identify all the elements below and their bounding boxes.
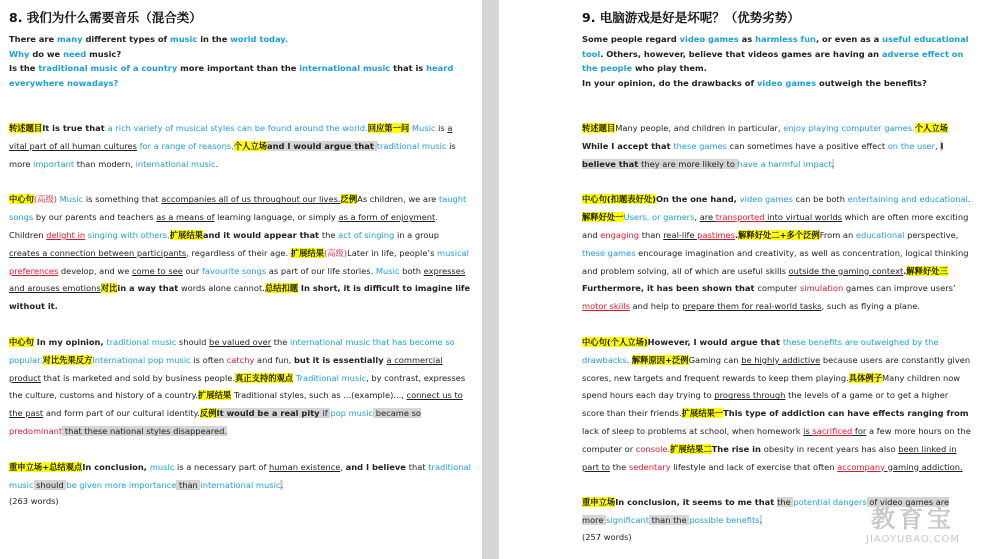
annotation-label: 回应第一问: [367, 123, 410, 133]
text-run: these games: [582, 247, 636, 258]
text-run: should: [176, 336, 210, 347]
text-run: do we: [29, 48, 64, 59]
text-run: are: [699, 212, 716, 223]
text-run: .: [280, 479, 284, 490]
text-run: , such as flying a plane.: [821, 301, 920, 312]
text-run: come to see: [131, 265, 183, 276]
text-run: video games: [679, 34, 739, 44]
text-run: the levels of a game or to get a higher score than their friends.: [582, 390, 949, 419]
text-run: that: [408, 461, 429, 472]
text-run: Some people regard: [582, 34, 680, 44]
text-run: both: [399, 265, 424, 276]
text-run: In my opinion,: [33, 336, 107, 347]
text-run: have a harmful impact: [737, 158, 832, 169]
text-run: be valued over: [209, 336, 272, 347]
annotation-label: 重申立场: [582, 497, 616, 508]
text-run: harmless fun: [755, 34, 816, 44]
text-run: progress through: [714, 390, 786, 401]
annotation-label: 具体例子: [848, 372, 882, 383]
text-run: musical: [437, 247, 469, 258]
text-run: sedentary: [628, 461, 671, 472]
text-run: Furthermore, it has been shown that: [582, 283, 758, 294]
word-count: (263 words): [9, 496, 59, 507]
text-run: sacrificed: [812, 425, 853, 436]
essay-title: 9. 电脑游戏是好是坏呢？（优势劣势）: [582, 10, 800, 25]
left-page: [0, 0, 482, 559]
text-run: Music: [375, 265, 400, 276]
question-block: [582, 32, 972, 90]
text-run: by our parents and teachers: [33, 212, 157, 223]
text-run: who play them.: [632, 63, 707, 73]
text-run: the: [777, 497, 794, 508]
text-run: .: [903, 265, 907, 276]
text-run: than: [639, 229, 664, 240]
text-run: and help to: [629, 301, 683, 312]
text-run: simulation: [799, 283, 844, 294]
text-run: (高级): [33, 194, 57, 205]
watermark-domain: JIAOYUBAO.COM: [866, 534, 960, 545]
text-run: useful educational tool: [582, 34, 969, 59]
question-line: [9, 32, 472, 47]
body-paragraph-2: [582, 334, 972, 476]
text-run: these games: [673, 140, 727, 151]
text-run: encourage imagination and creativity, as well as concentration, logical thinking and problem solving, all of which are useful skills: [582, 247, 969, 276]
annotation-label: 反例: [199, 408, 217, 419]
essay-title: 8. 我们为什么需要音乐（混合类）: [9, 10, 202, 25]
text-run: Why: [9, 48, 30, 59]
text-run: prepare them for real-world tasks: [682, 301, 822, 312]
text-run: world today.: [230, 34, 289, 44]
text-run: catchy: [226, 354, 255, 365]
text-run: However, I would argue that: [647, 336, 783, 347]
text-run: lack of sleep to problems at school, when homework: [582, 425, 804, 436]
text-run: of video games are more: [582, 497, 950, 526]
text-run: , or even as a: [815, 34, 883, 44]
text-run: can sometimes have a positive effect: [726, 140, 888, 151]
text-run: video games: [756, 77, 817, 88]
text-run: is often: [190, 354, 227, 365]
text-run: International pop music: [92, 354, 191, 365]
annotation-label: 解释好处一: [582, 212, 624, 223]
body-paragraph-2: [9, 334, 472, 441]
text-run: .: [215, 158, 219, 169]
text-run: is: [435, 123, 448, 133]
text-run: singing with others: [87, 229, 168, 240]
text-run: ,: [340, 461, 346, 472]
text-run: develop, and we: [58, 265, 132, 276]
text-run: There are: [9, 34, 58, 44]
annotation-label: 真正支持的观点: [235, 372, 294, 383]
text-run: gaming addiction.: [885, 461, 963, 472]
question-line: [9, 47, 472, 62]
text-run: in the: [197, 34, 231, 44]
text-run: Music: [409, 123, 436, 133]
text-run: that is: [390, 63, 427, 73]
text-run: into virtual worlds: [764, 212, 842, 223]
body-paragraph-1: [582, 191, 972, 316]
text-run: accompany: [837, 461, 886, 472]
text-run: than: [176, 479, 201, 490]
question-block: [9, 32, 472, 90]
text-run: .: [967, 194, 971, 205]
text-run: a commercial product: [9, 354, 443, 383]
text-run: human existence: [269, 461, 341, 472]
text-run: in a way that: [117, 283, 179, 294]
text-run: lifestyle and lack of exercise that often: [670, 461, 838, 472]
watermark-logo-text: 教育宝: [871, 505, 956, 533]
text-run: . Others, however, believe that videos games are having an: [600, 48, 882, 59]
text-run: many: [57, 34, 83, 44]
text-run: international music: [200, 479, 281, 490]
text-run: heard everywhere nowadays?: [9, 63, 454, 88]
annotation-label: 泛例: [340, 194, 358, 205]
text-run: In conclusion, it seems to me that: [615, 497, 778, 508]
text-run: be highly addictive: [741, 354, 821, 365]
text-run: is: [803, 425, 813, 436]
annotation-label: 扩展结果: [290, 247, 324, 258]
text-run: international music: [135, 158, 216, 169]
text-run: and fun,: [254, 354, 294, 365]
text-run: and I would argue that: [267, 140, 377, 151]
text-run: in a group: [394, 229, 439, 240]
text-run: games can improve users’: [843, 283, 956, 294]
text-run: accompanies all of us throughout our lives.: [161, 194, 341, 205]
text-run: predominant: [9, 425, 63, 436]
text-run: traditional music: [9, 461, 471, 490]
annotation-label: 解释好处二+多个泛例: [738, 229, 820, 240]
text-run: the: [271, 336, 291, 347]
text-run: Users, or gamers: [623, 212, 695, 223]
text-run: is a necessary part of: [174, 461, 270, 472]
text-run: This type of addiction can have effects ranging from: [723, 408, 969, 419]
text-run: , by contrast, expresses the culture, customs and history of a country.: [9, 372, 466, 401]
text-run: been linked in part to: [582, 443, 957, 472]
text-run: ,: [694, 212, 700, 223]
text-run: which are often more exciting and: [582, 212, 969, 240]
text-run: the: [609, 461, 629, 472]
text-run: and I believe: [345, 461, 409, 472]
text-run: The rise in: [711, 443, 764, 454]
text-run: as a form of enjoyment: [338, 212, 436, 223]
intro-paragraph: [582, 120, 972, 173]
text-run: delight in: [46, 229, 86, 240]
page-gap: [482, 0, 499, 559]
text-run: the: [321, 229, 339, 240]
annotation-label: 扩展结果一: [681, 408, 724, 419]
text-run: traditional music of a country: [38, 63, 178, 73]
annotation-label: 扩展结果二: [670, 443, 712, 454]
text-run: It would be a real pity: [216, 408, 323, 419]
text-run: entertaining and educational: [847, 194, 968, 205]
text-run: transported: [715, 212, 765, 223]
text-run: than modern,: [74, 158, 136, 169]
text-run: motor skills: [582, 301, 630, 312]
annotation-label: 扩展结果: [197, 390, 232, 401]
text-run: as: [738, 34, 756, 44]
text-run: learning language, or simply: [214, 212, 339, 223]
text-run: obesity in recent years has also: [763, 443, 899, 454]
text-run: music: [170, 34, 198, 44]
text-run: a vital part of all human cultures: [9, 123, 453, 151]
text-run: . Children: [9, 212, 438, 240]
text-run: ,: [167, 229, 170, 240]
text-run: different types of: [82, 34, 171, 44]
text-run: because users are constantly given scores, new targets and frequent rewards to keep them playing.: [582, 354, 971, 383]
text-run: Is the: [9, 63, 39, 73]
question-line: [582, 76, 972, 91]
text-run: Music: [56, 194, 84, 205]
text-run: and form part of our cultural identity.: [43, 408, 200, 419]
text-run: console.: [635, 443, 671, 454]
annotation-label: 中心句: [9, 336, 34, 347]
question-line: [582, 32, 972, 76]
text-run: .: [626, 354, 632, 365]
text-run: While I accept that: [582, 140, 674, 151]
text-run: can be both: [792, 194, 848, 205]
text-run: Traditional styles, such as ...(example)...,: [231, 390, 407, 401]
text-run: pastimes: [697, 229, 735, 240]
text-run: if: [322, 408, 331, 419]
text-run: but it is essentially: [293, 354, 387, 365]
text-run: international music that has become so popular.: [9, 336, 455, 365]
text-run: taught songs: [9, 194, 467, 223]
body-paragraph-1: [9, 191, 472, 316]
annotation-label: 对比: [100, 283, 118, 294]
text-run: outweigh the benefits?: [816, 77, 927, 88]
text-run: real-life: [663, 229, 698, 240]
text-run: perspective,: [904, 229, 959, 240]
text-run: enjoy playing computer games: [783, 123, 913, 133]
text-run: Gaming can: [688, 354, 742, 365]
text-run: expresses and arouses emotions: [9, 265, 466, 294]
text-run: need: [63, 48, 87, 59]
text-run: Traditional music: [293, 372, 367, 383]
text-run: is something that: [83, 194, 162, 205]
text-run: is more: [9, 140, 456, 169]
text-run: than the: [648, 515, 690, 526]
annotation-label: 解释好处三: [906, 265, 948, 276]
annotation-label: 扩展结果: [169, 229, 203, 240]
annotation-label: 总结扣题: [264, 283, 299, 294]
text-run: Many people, and children in particular,: [615, 123, 784, 133]
text-run: favourite songs: [201, 265, 267, 276]
text-run: As children, we are: [357, 194, 439, 205]
annotation-label: 个人立场: [914, 123, 948, 133]
text-run: preferences: [9, 265, 59, 276]
question-line: [9, 61, 472, 90]
text-run: outside the gaming context: [788, 265, 904, 276]
text-run: .: [912, 123, 915, 133]
text-run: as a means of: [156, 212, 215, 223]
annotation-label: 个人立场: [233, 140, 268, 151]
text-run: I believe that: [582, 140, 944, 169]
text-run: music: [149, 461, 175, 472]
text-run: .: [759, 515, 763, 526]
text-run: these benefits are outweighed by the drawbacks: [582, 336, 939, 365]
text-run: act of singing: [338, 229, 395, 240]
text-run: ,: [231, 140, 234, 151]
text-run: a few more hours on the computer or: [582, 425, 971, 454]
conclusion-paragraph: [9, 459, 472, 495]
text-run: , regardless of their age.: [186, 247, 291, 258]
text-run: computer: [757, 283, 800, 294]
text-run: be given more importance: [66, 479, 177, 490]
text-run: pop music: [330, 408, 374, 419]
text-run: significant: [606, 515, 649, 526]
text-run: as part of our life stories.: [266, 265, 376, 276]
word-count: (257 words): [582, 531, 632, 542]
text-run: educational: [855, 229, 905, 240]
text-run: should: [33, 479, 67, 490]
text-run: and it would appear that: [202, 229, 322, 240]
annotation-label: 对比先果反方: [42, 354, 93, 365]
text-run: creates a connection between participants: [9, 247, 187, 258]
text-run: that is marketed and sold by business people.: [40, 372, 235, 383]
text-run: ,: [935, 140, 941, 151]
right-page: [499, 0, 988, 559]
annotation-label: 重申立场+总结观点: [9, 461, 83, 472]
text-run: for a range of reasons: [139, 140, 232, 151]
text-run: traditional music: [106, 336, 177, 347]
text-run: our: [182, 265, 202, 276]
text-run: became so: [373, 408, 422, 419]
text-run: On the one hand,: [655, 194, 740, 205]
text-run: (高级): [324, 247, 348, 258]
text-run: words alone cannot.: [178, 283, 265, 294]
text-run: for: [852, 425, 867, 436]
text-run: potential dangers: [793, 497, 867, 508]
text-run: on the user: [887, 140, 936, 151]
text-run: music?: [86, 48, 122, 59]
annotation-label: 中心句(个人立场): [582, 336, 648, 347]
text-run: engaging: [600, 229, 640, 240]
text-run: Later in life, people’s: [347, 247, 438, 258]
text-run: adverse effect on the people: [582, 48, 964, 73]
text-run: In your opinion, do the drawbacks of: [582, 77, 757, 88]
text-run: .: [831, 158, 835, 169]
intro-paragraph: [9, 120, 472, 173]
text-run: important: [33, 158, 75, 169]
text-run: that these national styles disappeared.: [62, 425, 228, 436]
watermark-logo: [866, 499, 960, 545]
text-run: In conclusion,: [82, 461, 150, 472]
text-run: a rich variety of musical styles can be found around the world.: [107, 123, 368, 133]
annotation-label: 转述题目: [9, 123, 43, 133]
text-run: connect us to the past: [9, 390, 463, 419]
text-run: Many children now spend hours each day trying to: [582, 372, 961, 401]
annotation-label: 中心句: [9, 194, 34, 205]
text-run: .: [734, 229, 739, 240]
text-run: From an: [819, 229, 856, 240]
text-run: In short, it is difficult to imagine life without it.: [9, 283, 471, 312]
text-run: It is true that: [42, 123, 108, 133]
text-run: international music: [299, 63, 391, 73]
annotation-label: 中心句(扣题表好处): [582, 194, 656, 205]
text-run: they are more likely to: [641, 158, 738, 169]
annotation-label: 转述题目: [582, 123, 616, 133]
annotation-label: 解释原因+泛例: [631, 354, 689, 365]
text-run: video games: [739, 194, 793, 205]
text-run: traditional music: [376, 140, 447, 151]
text-run: possible benefits: [689, 515, 760, 526]
text-run: more important than the: [177, 63, 300, 73]
